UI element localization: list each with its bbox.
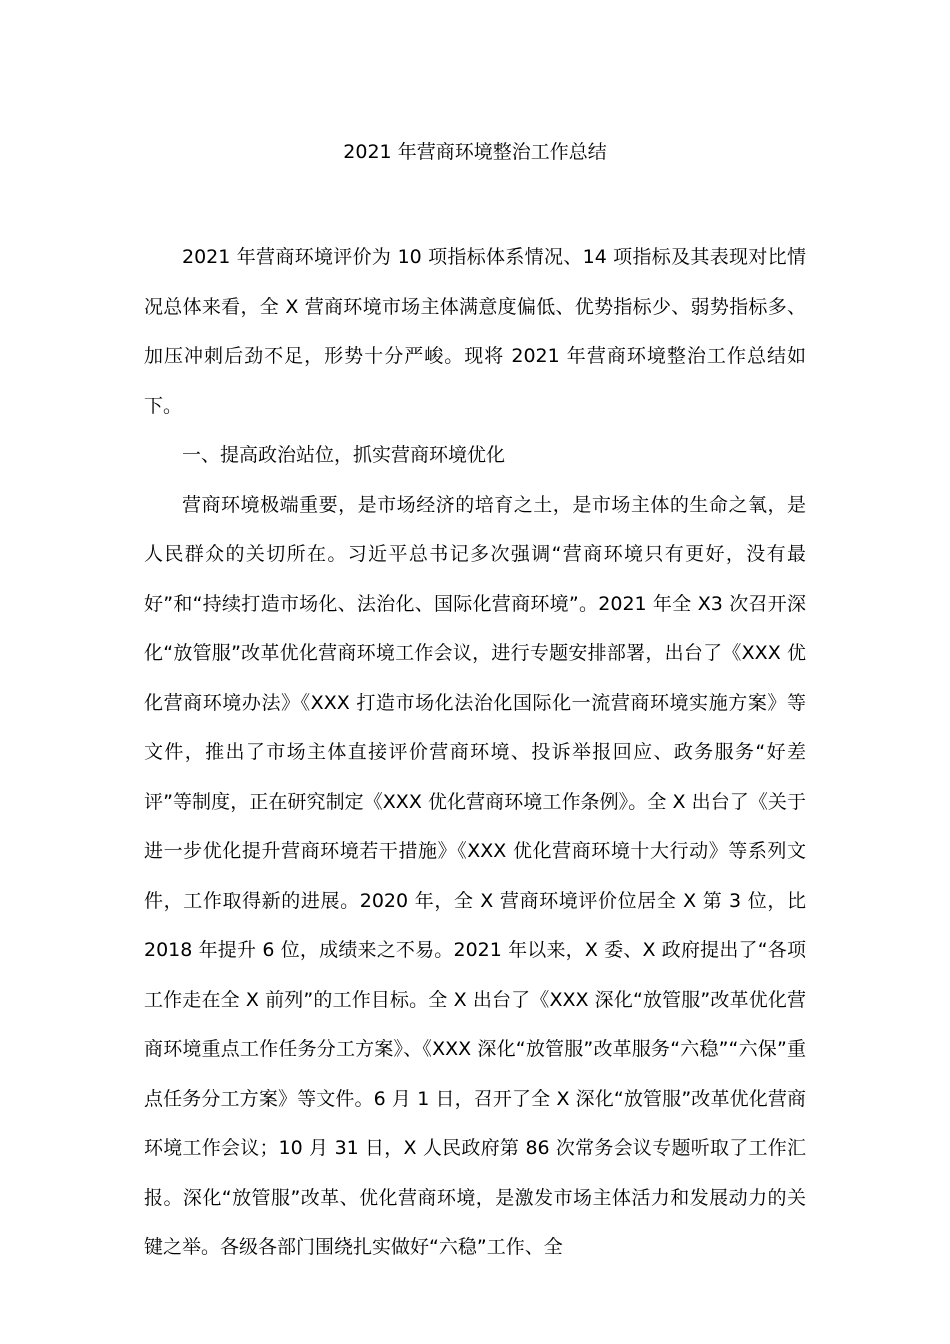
paragraph-intro: 2021 年营商环境评价为 10 项指标体系情况、14 项指标及其表现对比情况总体来看，全 X 营商环境市场主体满意度偏低、优势指标少、弱势指标多、加压冲刺后劲不足，形势十分严峻。现将 2021 年营商环境整治工作总结如下。 xyxy=(144,246,806,417)
section-heading-1: 一、提高政治站位，抓实营商环境优化 xyxy=(182,444,506,466)
document-body xyxy=(144,233,806,1273)
paragraph-section-1: 营商环境极端重要，是市场经济的培育之土，是市场主体的生命之氧，是人民群众的关切所在。习近平总书记多次强调“营商环境只有更好，没有最好”和“持续打造市场化、法治化、国际化营商环境”。2021 年全 X3 次召开深化“放管服”改革优化营商环境工作会议，进行专题安排部署，出台了《XXX 优化营商环境办法》《XXX 打造市场化法治化国际化一流营商环境实施方案》等文件，推出了市场主体直接评价营商环境、投诉举报回应、政务服务“好差评”等制度，正在研究制定《XXX 优化营商环境工作条例》。全 X 出台了《关于进一步优化提升营商环境若干措施》《XXX 优化营商环境十大行动》等系列文件，工作取得新的进展。2020 年，全 X 营商环境评价位居全 X 第 3 位，比 2018 年提升 6 位，成绩来之不易。2021 年以来，X 委、X 政府提出了“各项工作走在全 X 前列”的工作目标。全 X 出台了《XXX 深化“放管服”改革优化营商环境重点工作任务分工方案》、《XXX 深化“放管服”改革服务“六稳”“六保”重点任务分工方案》等文件。6 月 1 日，召开了全 X 深化“放管服”改革优化营商环境工作会议；10 月 31 日，X 人民政府第 86 次常务会议专题听取了工作汇报。深化“放管服”改革、优化营商环境，是激发市场主体活力和发展动力的关键之举。各级各部门围绕扎实做好“六稳”工作、全 xyxy=(144,493,806,1258)
document-title: 2021 年营商环境整治工作总结 xyxy=(343,141,607,163)
